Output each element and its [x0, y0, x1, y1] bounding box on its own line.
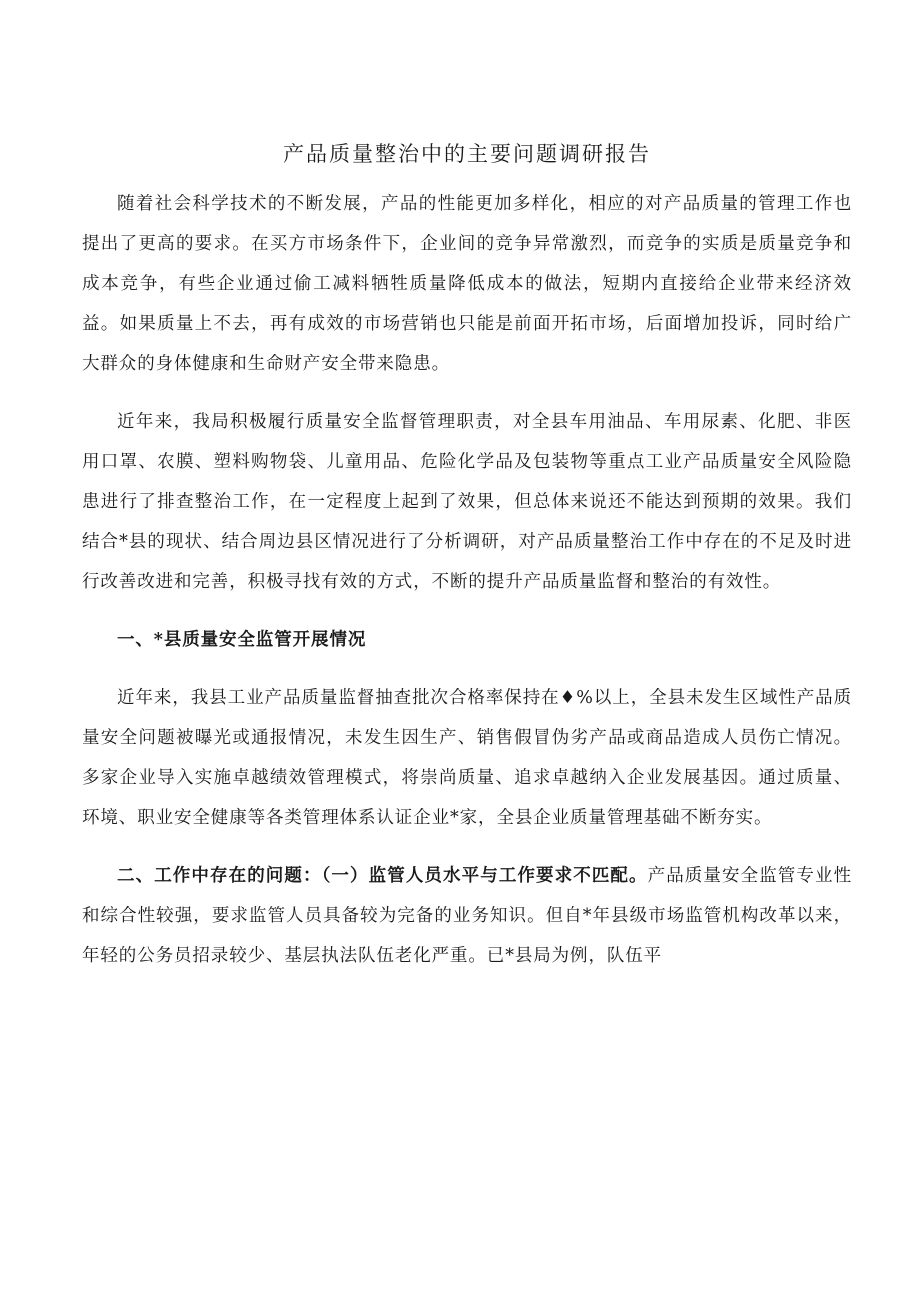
- document-title: 产品质量整治中的主要问题调研报告: [283, 142, 651, 166]
- section-heading-1: 一、*县质量安全监管开展情况: [117, 630, 367, 650]
- document-page: [82, 138, 852, 976]
- paragraph-section-1: 近年来，我县工业产品质量监督抽查批次合格率保持在♦%以上，全县未发生区域性产品质量安全问题被曝光或通报情况，未发生因生产、销售假冒伪劣产品或商品造成人员伤亡情况。多家企业导入实施卓越绩效管理模式，将崇尚质量、追求卓越纳入企业发展基因。通过质量、环境、职业安全健康等各类管理体系认证企业*家，全县企业质量管理基础不断夯实。: [82, 688, 852, 828]
- paragraph-section-2-text: 产品质量安全监管专业性和综合性较强，要求监管人员具备较为完备的业务知识。但自*年县级市场监管机构改革以来，年轻的公务员招录较少、基层执法队伍老化严重。已*县局为例，队伍平: [82, 866, 852, 966]
- paragraph-section-2: [82, 856, 852, 976]
- section-heading-2: 二、工作中存在的问题：（一）监管人员水平与工作要求不匹配。: [117, 866, 648, 886]
- paragraph-recent-work: 近年来，我局积极履行质量安全监督管理职责，对全县车用油品、车用尿素、化肥、非医用口罩、农膜、塑料购物袋、儿童用品、危险化学品及包装物等重点工业产品质量安全风险隐患进行了排查整治工作，在一定程度上起到了效果，但总体来说还不能达到预期的效果。我们结合*县的现状、结合周边县区情况进行了分析调研，对产品质量整治工作中存在的不足及时进行改善改进和完善，积极寻找有效的方式，不断的提升产品质量监督和整治的有效性。: [82, 412, 852, 592]
- paragraph-intro: 随着社会科学技术的不断发展，产品的性能更加多样化，相应的对产品质量的管理工作也提出了更高的要求。在买方市场条件下，企业间的竞争异常激烈，而竞争的实质是质量竞争和成本竞争，有些企业通过偷工减料牺牲质量降低成本的做法，短期内直接给企业带来经济效益。如果质量上不去，再有成效的市场营销也只能是前面开拓市场，后面增加投诉，同时给广大群众的身体健康和生命财产安全带来隐患。: [82, 194, 852, 374]
